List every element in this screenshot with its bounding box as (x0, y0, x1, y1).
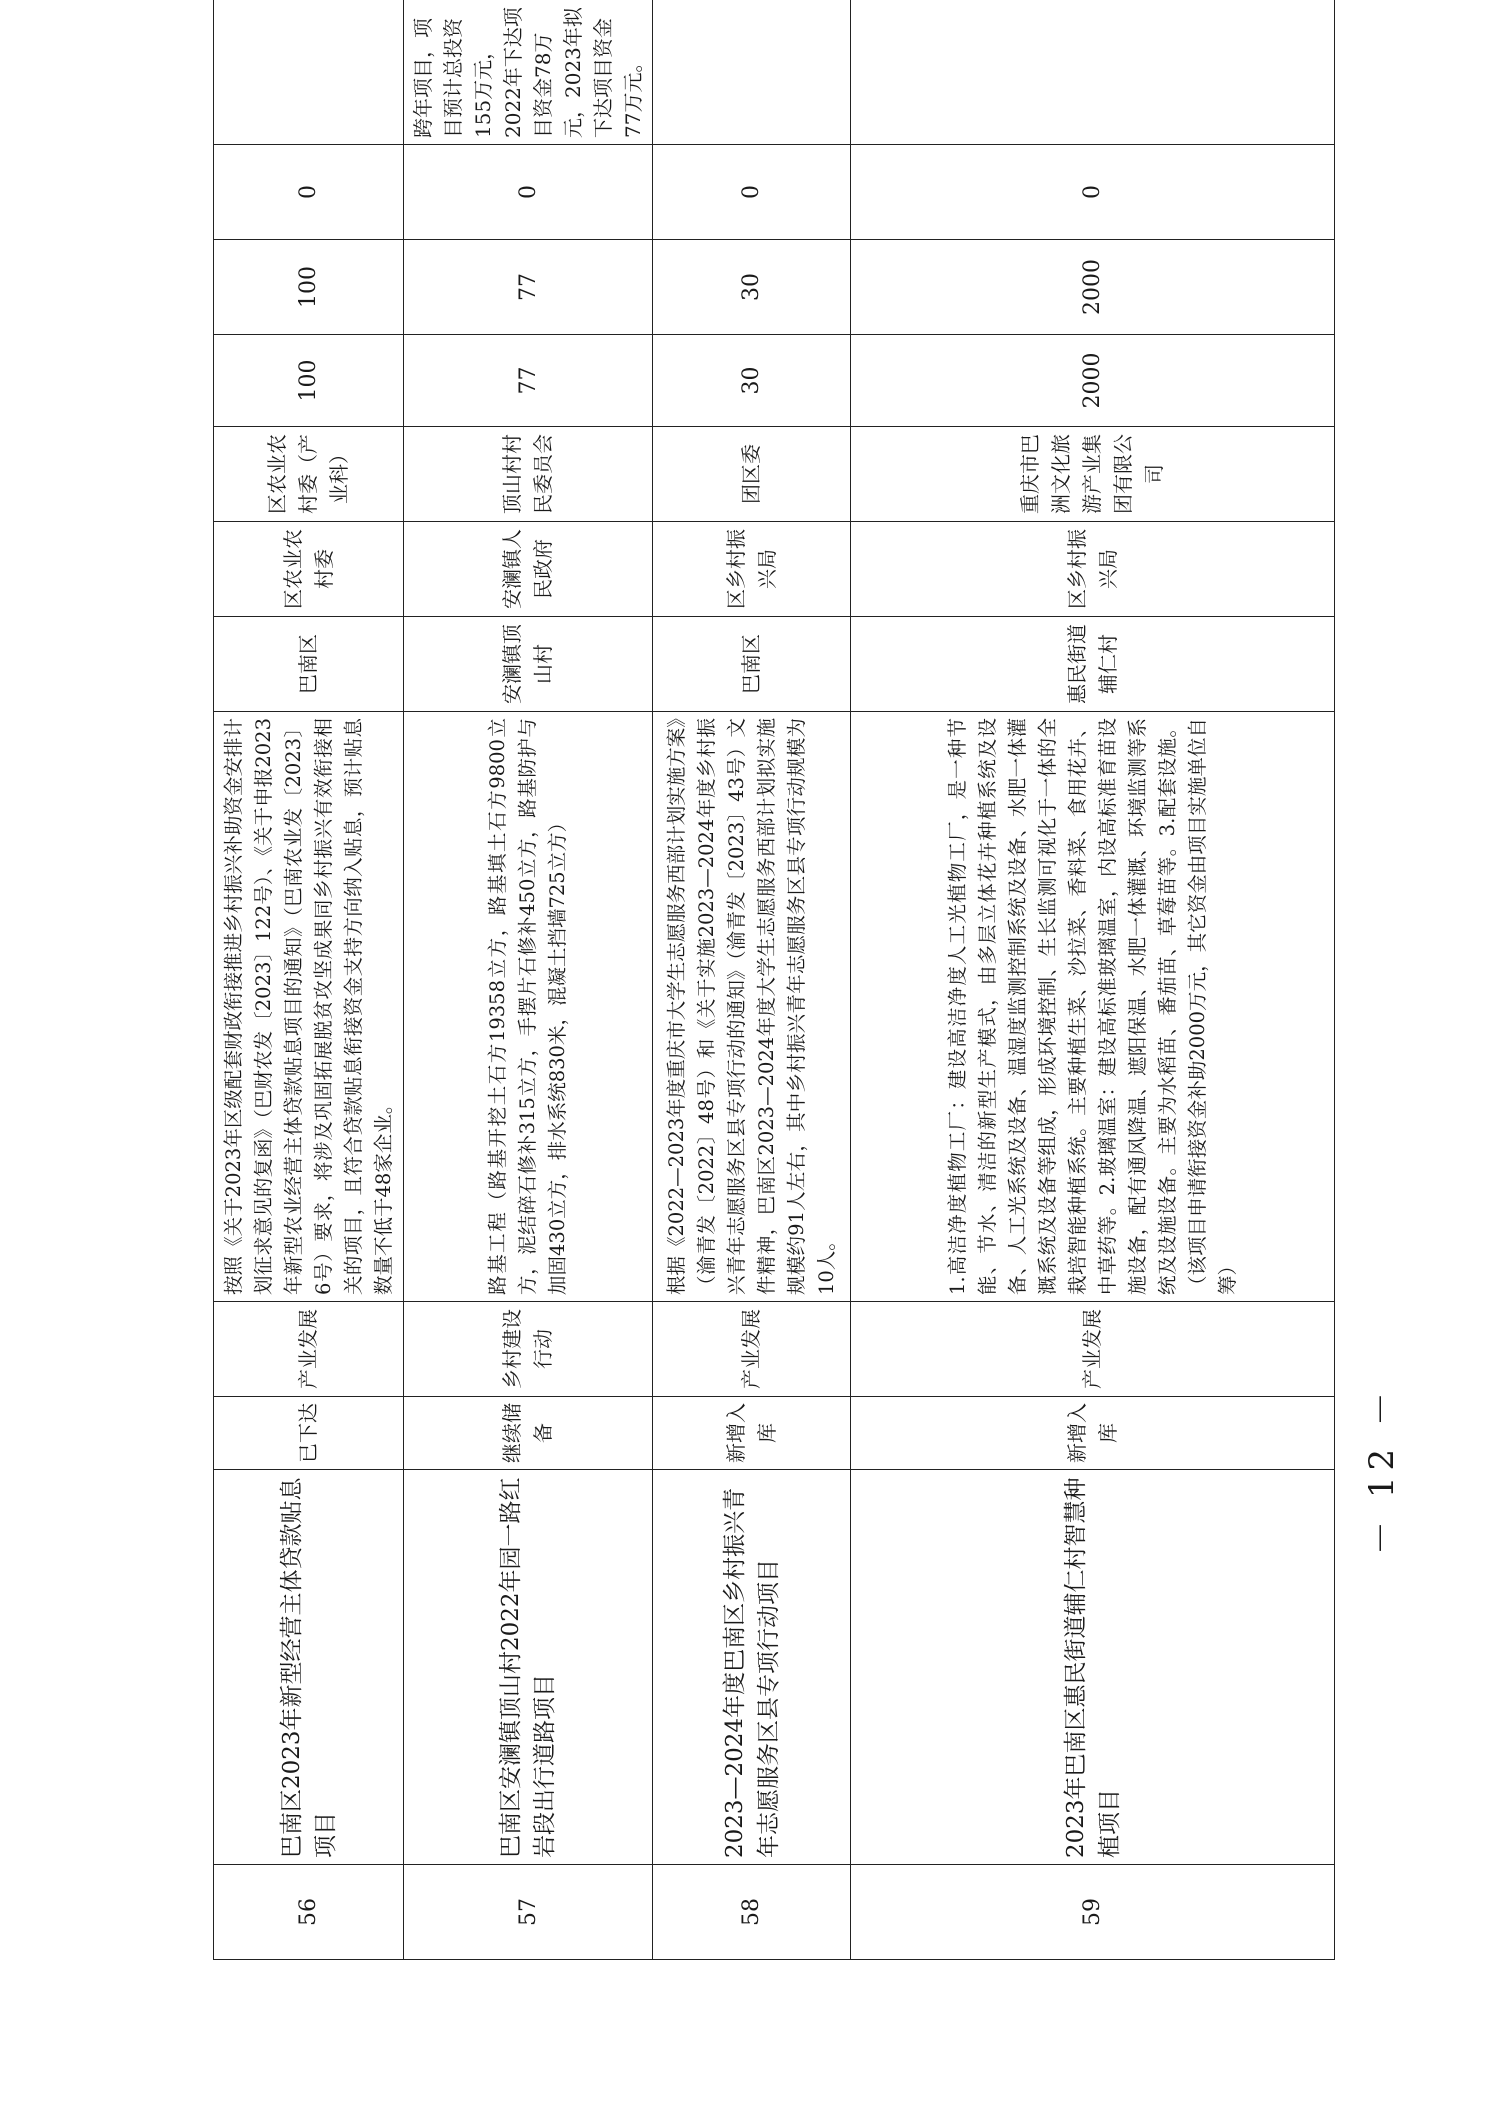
project-name: 2023—2024年度巴南区乡村振兴青年志愿服务区县专项行动项目 (653, 1470, 851, 1865)
project-status: 已下达 (214, 1397, 404, 1470)
project-category: 产业发展 (851, 1302, 1335, 1397)
project-content: 根据《2022—2023年度重庆市大学生志愿服务西部计划实施方案》（渝青发〔2022〕48号）和《关于实施2023—2024年度乡村振兴青年志愿服务区县专项行动的通知》（渝青发〔2023〕43号）文件精神，巴南区2023—2024年度大学生志愿服务西部计划拟实施规模约91人左右，其中乡村振兴青年志愿服务区县专项行动规模为10人。 (653, 712, 851, 1302)
total-fund: 2000 (851, 335, 1335, 427)
row-index: 56 (214, 1865, 404, 1960)
fund-a: 2000 (851, 240, 1335, 335)
table-row (851, 0, 1335, 1960)
responsible-department: 区农业农村委 (214, 522, 404, 617)
project-location: 安澜镇顶山村 (404, 617, 653, 712)
fund-b: 0 (404, 145, 653, 240)
fund-a: 30 (653, 240, 851, 335)
fund-b: 0 (653, 145, 851, 240)
project-table (213, 0, 1335, 1960)
rotated-table-container (213, 7, 1268, 1960)
row-index: 59 (851, 1865, 1335, 1960)
project-name: 2023年巴南区惠民街道辅仁村智慧种植项目 (851, 1470, 1335, 1865)
rotated-table (213, 7, 1268, 1960)
project-category: 产业发展 (214, 1302, 404, 1397)
fund-a: 100 (214, 240, 404, 335)
project-status: 新增入库 (851, 1397, 1335, 1470)
project-status: 继续储备 (404, 1397, 653, 1470)
project-name: 巴南区2023年新型经营主体贷款贴息项目 (214, 1470, 404, 1865)
responsible-department: 安澜镇人民政府 (404, 522, 653, 617)
page-number (1348, 1385, 1408, 1555)
project-content: 按照《关于2023年区级配套财政衔接推进乡村振兴补助资金安排计划征求意见的复函》（巴财农发〔2023〕122号）、《关于申报2023年新型农业经营主体贷款贴息项目的通知》（巴南农业发〔2023〕6号）要求，将涉及巩固拓展脱贫攻坚成果同乡村振兴有效衔接相关的项目，且符合贷款贴息衔接资金支持方向纳入贴息，预计贴息数量不低于48家企业。 (214, 712, 404, 1302)
row-index: 58 (653, 1865, 851, 1960)
project-category: 乡村建设行动 (404, 1302, 653, 1397)
table-row (214, 0, 404, 1960)
project-notes: 跨年项目，项目预计总投资155万元，2022年下达项目资金78万元，2023年拟下达项目资金77万元。 (404, 0, 653, 145)
responsible-department: 区乡村振兴局 (851, 522, 1335, 617)
table-row (404, 0, 653, 1960)
implementing-unit: 区农业农村委（产业科） (214, 427, 404, 522)
project-status: 新增入库 (653, 1397, 851, 1470)
project-notes (653, 0, 851, 145)
project-notes (851, 0, 1335, 145)
row-index: 57 (404, 1865, 653, 1960)
project-name: 巴南区安澜镇顶山村2022年园一路红岩段出行道路项目 (404, 1470, 653, 1865)
total-fund: 77 (404, 335, 653, 427)
project-category: 产业发展 (653, 1302, 851, 1397)
page-number-text: － 12 － (1361, 1385, 1402, 1555)
fund-b: 0 (214, 145, 404, 240)
project-location: 巴南区 (214, 617, 404, 712)
project-location: 惠民街道辅仁村 (851, 617, 1335, 712)
fund-b: 0 (851, 145, 1335, 240)
implementing-unit: 顶山村村民委员会 (404, 427, 653, 522)
project-location: 巴南区 (653, 617, 851, 712)
project-content: 1.高洁净度植物工厂：建设高洁净度人工光植物工厂，是一种节能、节水、清洁的新型生产模式，由多层立体花卉种植系统及设备、人工光系统及设备、温湿度监测控制系统及设备、水肥一体灌溉系统及设备等组成，形成环境控制、生长监测可视化于一体的全栽培智能种植系统。主要种植生菜、沙拉菜、香料菜、食用花卉、中草药等。2.玻璃温室：建设高标准玻璃温室，内设高标准育苗设施设备，配有通风降温、遮阳保温、水肥一体灌溉、环境监测等系统及设施设备。主要为水稻苗、番茄苗、草莓苗等。3.配套设施。（该项目申请衔接资金补助2000万元，其它资金由项目实施单位自筹） (851, 712, 1335, 1302)
implementing-unit: 团区委 (653, 427, 851, 522)
responsible-department: 区乡村振兴局 (653, 522, 851, 617)
project-content: 路基工程（路基开挖土石方19358立方，路基填土石方9800立方，泥结碎石修补315立方，手摆片石修补450立方，路基防护与加固430立方，排水系统830米，混凝土挡墙725立方） (404, 712, 653, 1302)
project-notes (214, 0, 404, 145)
total-fund: 100 (214, 335, 404, 427)
implementing-unit: 重庆市巴洲文化旅游产业集团有限公司 (851, 427, 1335, 522)
table-row (653, 0, 851, 1960)
total-fund: 30 (653, 335, 851, 427)
fund-a: 77 (404, 240, 653, 335)
